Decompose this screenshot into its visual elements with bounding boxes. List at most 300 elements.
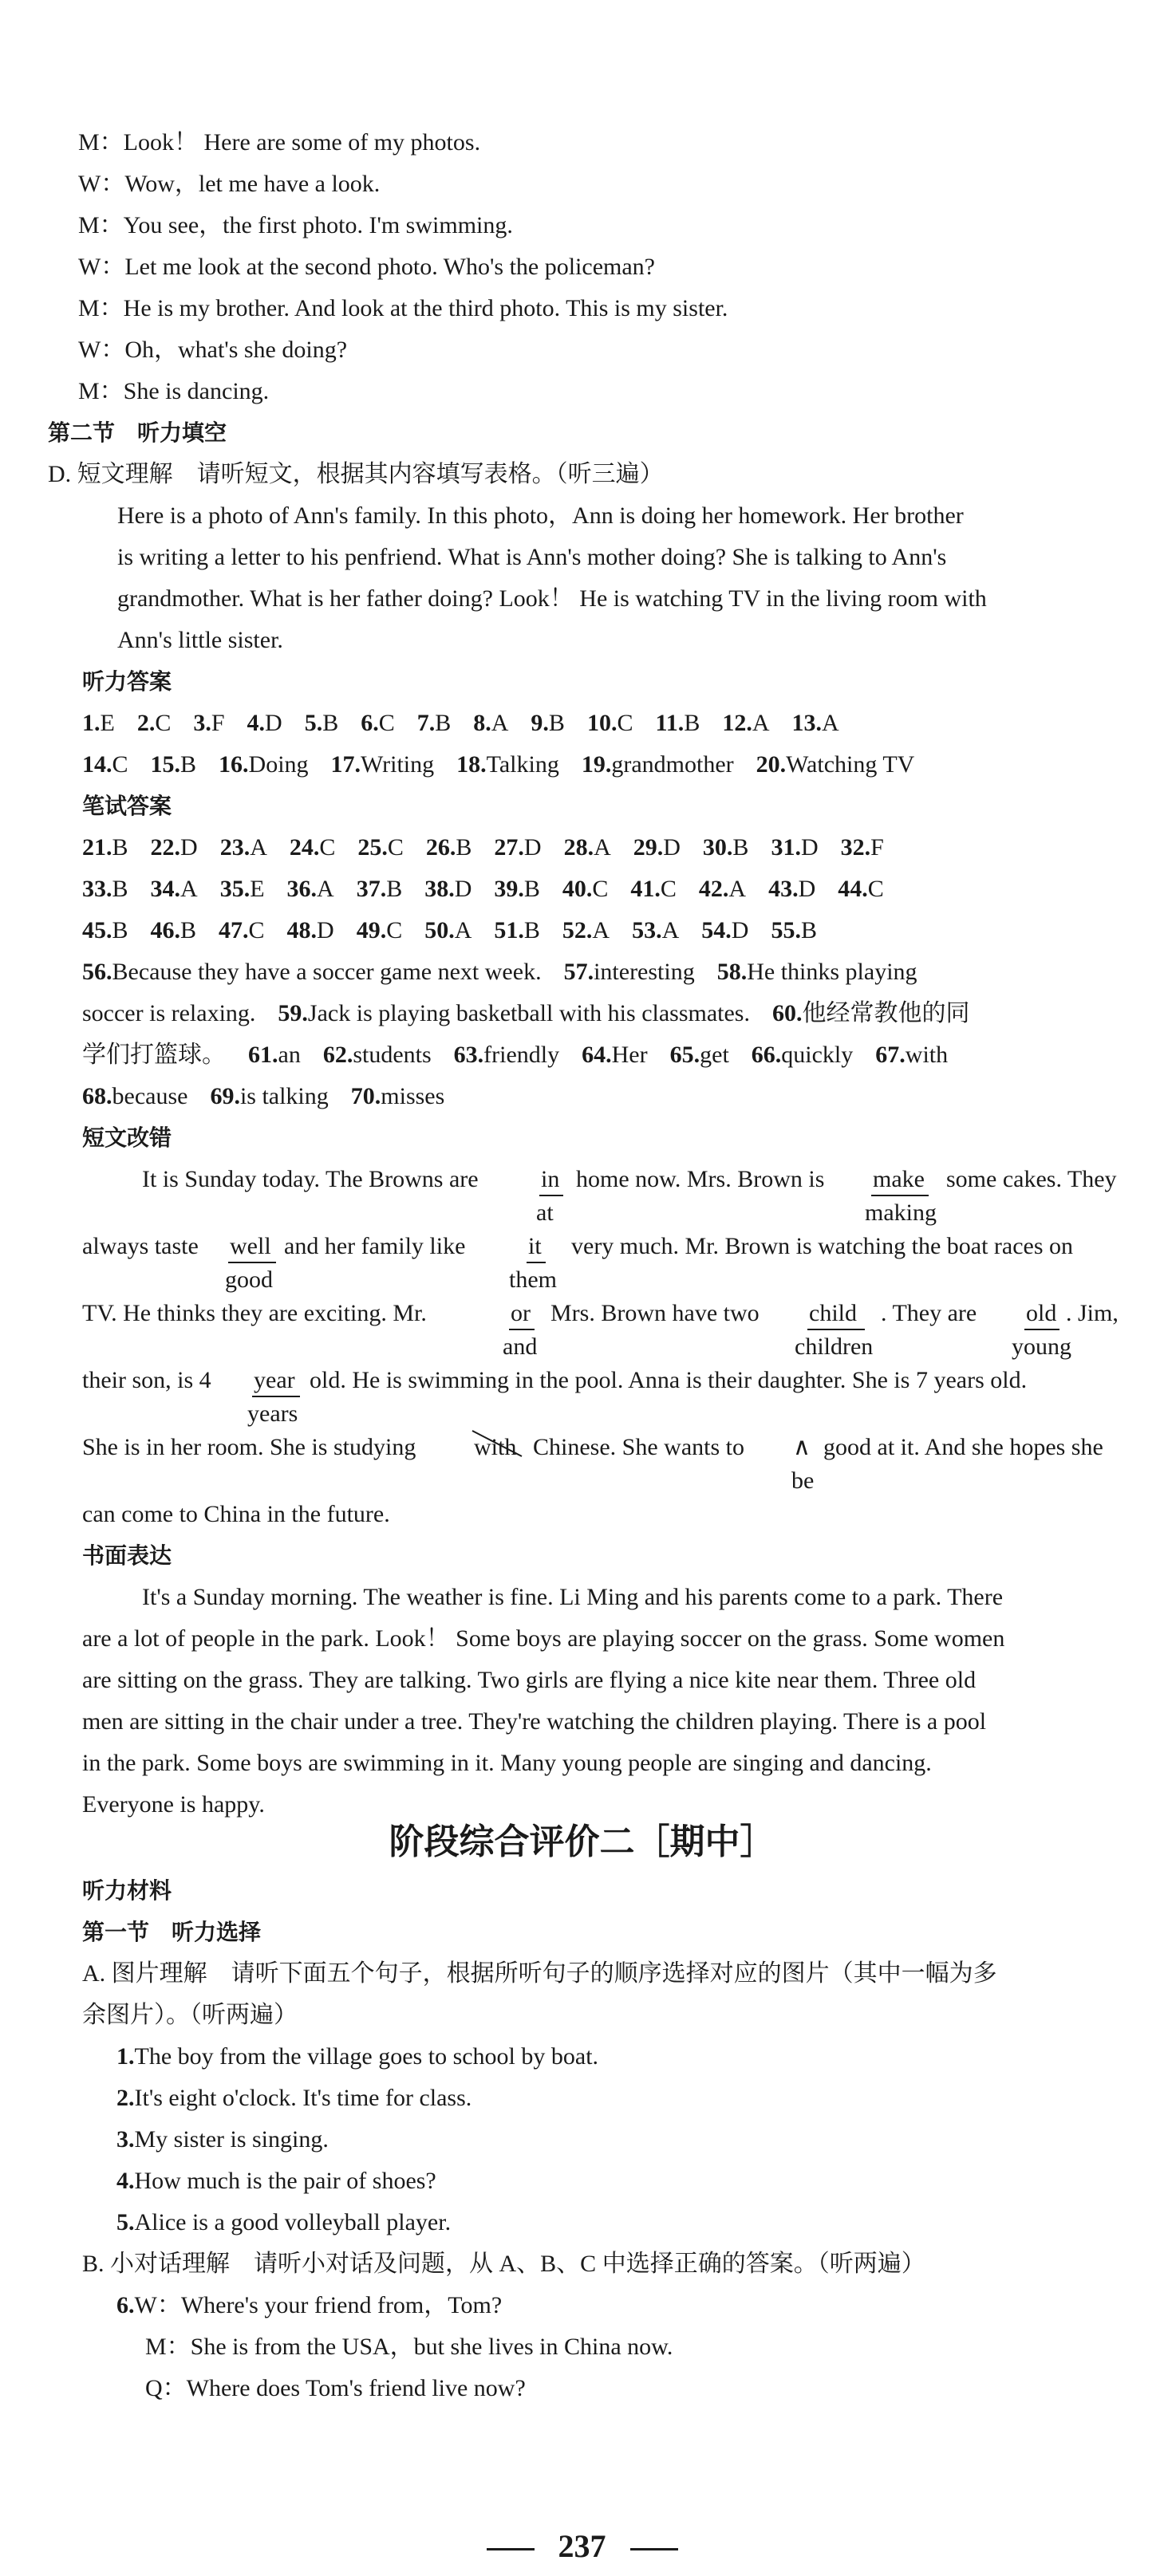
item-number: 47. bbox=[219, 917, 249, 943]
item-number: 19. bbox=[581, 751, 612, 778]
answer-row bbox=[82, 998, 969, 1029]
item-value: A bbox=[728, 876, 747, 902]
section-heading: 书面表达 bbox=[82, 1542, 172, 1569]
underline bbox=[807, 1300, 865, 1330]
correction-text: good at it. And she hopes she bbox=[823, 1434, 1103, 1460]
dialog-line: M：He is my brother. And look at the third photo. This is my sister. bbox=[78, 295, 728, 321]
answer-item bbox=[633, 834, 681, 861]
item-value: get bbox=[700, 1042, 729, 1068]
answer-item bbox=[752, 1042, 854, 1068]
underline bbox=[539, 1166, 563, 1196]
answer-item bbox=[361, 710, 395, 736]
instruction: 余图片）。（听两遍） bbox=[82, 2002, 298, 2028]
item-number: 65. bbox=[669, 1042, 700, 1068]
wrong-word: child bbox=[809, 1300, 857, 1326]
answer-item bbox=[116, 2085, 472, 2111]
answer-item bbox=[456, 751, 559, 778]
answer-item bbox=[278, 1000, 750, 1026]
item-value: D bbox=[663, 834, 681, 861]
item-value: B bbox=[322, 710, 339, 736]
item-value: A bbox=[250, 834, 267, 861]
item-number: 35. bbox=[219, 876, 251, 902]
answer-item bbox=[717, 959, 917, 985]
item-number: 17. bbox=[330, 751, 361, 778]
item-value: C bbox=[386, 917, 403, 943]
answer-item bbox=[82, 1083, 187, 1109]
answer-item bbox=[564, 959, 695, 985]
answer-item bbox=[116, 2168, 436, 2194]
writing-line: are a lot of people in the park. Look！ Some boys are playing soccer on the grass. Some women bbox=[82, 1625, 1005, 1652]
instruction: B. 小对话理解 请听小对话及问题，从 A、B、C 中选择正确的答案。（听两遍） bbox=[82, 2251, 925, 2277]
answer-item bbox=[323, 1042, 432, 1068]
section-heading: 听力答案 bbox=[82, 668, 172, 695]
dialog-line: M：She is dancing. bbox=[78, 378, 270, 404]
item-value: B bbox=[523, 876, 540, 902]
item-value: Because they have a soccer game next week. bbox=[112, 959, 542, 985]
answer-item bbox=[426, 834, 472, 861]
answer-item bbox=[768, 876, 815, 902]
item-number: 3. bbox=[193, 710, 211, 736]
answer-row bbox=[82, 833, 884, 863]
item-value: D bbox=[265, 710, 282, 736]
item-value: A bbox=[594, 834, 611, 861]
correction-text: TV. He thinks they are exciting. Mr. bbox=[82, 1300, 427, 1326]
item-number: 44. bbox=[838, 876, 868, 902]
section-heading: 笔试答案 bbox=[82, 793, 172, 819]
sentence bbox=[116, 2166, 436, 2196]
answer-item bbox=[838, 876, 884, 902]
answer-item bbox=[771, 917, 817, 943]
item-value: B bbox=[684, 710, 700, 736]
item-number: 43. bbox=[768, 876, 799, 902]
item-number: 53. bbox=[632, 917, 662, 943]
item-number: 62. bbox=[322, 1042, 353, 1068]
item-number: 27. bbox=[494, 834, 524, 861]
item-value: 学们打篮球。 bbox=[82, 1042, 226, 1068]
item-value: Her bbox=[611, 1042, 648, 1068]
item-value: My sister is singing. bbox=[134, 2126, 329, 2153]
item-value: A bbox=[592, 917, 610, 943]
item-number: 22. bbox=[150, 834, 181, 861]
answer-item bbox=[875, 1042, 948, 1068]
item-value: Q：Where does Tom's friend live now? bbox=[145, 2375, 526, 2401]
item-value: friendly bbox=[483, 1042, 560, 1068]
item-number: 49. bbox=[356, 917, 387, 943]
item-value: an bbox=[278, 1042, 301, 1068]
item-number: 6. bbox=[116, 2292, 135, 2318]
answer-row bbox=[82, 1081, 444, 1112]
item-number: 66. bbox=[751, 1042, 782, 1068]
answer-item bbox=[417, 710, 452, 736]
strike-mark bbox=[471, 1428, 527, 1459]
item-value: interesting bbox=[594, 959, 695, 985]
wrong-word: it bbox=[528, 1233, 542, 1259]
item-value: C bbox=[592, 876, 609, 902]
item-number: 25. bbox=[357, 834, 388, 861]
item-number: 54. bbox=[701, 917, 732, 943]
item-number: 32. bbox=[840, 834, 871, 861]
item-value: The boy from the village goes to school by boat. bbox=[134, 2043, 599, 2070]
answer-item bbox=[287, 917, 334, 943]
item-number: 9. bbox=[531, 710, 549, 736]
item-number: 36. bbox=[286, 876, 318, 902]
item-number: 39. bbox=[494, 876, 524, 902]
item-number: 23. bbox=[219, 834, 251, 861]
item-number: 6. bbox=[361, 710, 379, 736]
answer-item bbox=[290, 834, 336, 861]
item-value: C bbox=[387, 834, 404, 861]
item-value: B bbox=[112, 876, 128, 902]
answer-item bbox=[82, 959, 542, 985]
item-value: W：Where's your friend from，Tom? bbox=[134, 2292, 503, 2318]
dialog-line: W：Wow，let me have a look. bbox=[78, 171, 381, 197]
answer-item bbox=[703, 834, 749, 861]
correction-word: good bbox=[225, 1266, 273, 1293]
passage-line: is writing a letter to his penfriend. What is Ann's mother doing? She is talking to Ann's bbox=[117, 544, 947, 570]
answer-row bbox=[82, 874, 884, 904]
answer-item bbox=[357, 834, 404, 861]
item-number: 10. bbox=[586, 710, 618, 736]
item-number: 63. bbox=[453, 1042, 484, 1068]
item-number: 3. bbox=[116, 2126, 135, 2153]
item-number: 70. bbox=[350, 1083, 381, 1109]
answer-item bbox=[305, 710, 339, 736]
answer-item bbox=[247, 710, 282, 736]
dialog-line: W：Let me look at the second photo. Who's the policeman? bbox=[78, 254, 655, 280]
correction-word: years bbox=[247, 1400, 298, 1427]
wrong-word: year bbox=[254, 1367, 295, 1393]
answer-item bbox=[454, 1042, 559, 1068]
underline bbox=[1024, 1300, 1059, 1330]
answer-item bbox=[771, 834, 818, 861]
correction-word: them bbox=[509, 1266, 557, 1293]
item-number: 55. bbox=[771, 917, 801, 943]
answer-item bbox=[331, 751, 435, 778]
answer-item bbox=[722, 710, 769, 736]
item-number: 28. bbox=[563, 834, 594, 861]
item-value: He thinks playing bbox=[747, 959, 917, 985]
item-number: 1. bbox=[82, 710, 101, 736]
underline bbox=[509, 1300, 535, 1330]
item-number: 21. bbox=[82, 834, 112, 861]
item-number: 33. bbox=[82, 876, 112, 902]
item-value: misses bbox=[381, 1083, 445, 1109]
item-value: B bbox=[112, 834, 128, 861]
item-number: 40. bbox=[562, 876, 593, 902]
item-value: A bbox=[661, 917, 680, 943]
section-heading: 第二节 听力填空 bbox=[48, 419, 227, 446]
item-number: 67. bbox=[875, 1042, 906, 1068]
passage-line: grandmother. What is her father doing? Look！ He is watching TV in the living room with bbox=[117, 585, 987, 612]
answer-item bbox=[248, 1042, 301, 1068]
instruction: D. 短文理解 请听短文，根据其内容填写表格。（听三遍） bbox=[48, 461, 664, 487]
item-number: 56. bbox=[82, 959, 112, 985]
answer-item bbox=[587, 710, 633, 736]
correction-text: home now. Mrs. Brown is bbox=[576, 1166, 825, 1192]
item-value: B bbox=[180, 751, 197, 778]
correction-text: She is in her room. She is studying bbox=[82, 1434, 416, 1460]
underline bbox=[228, 1233, 276, 1263]
answer-item bbox=[82, 834, 128, 861]
item-number: 1. bbox=[116, 2043, 135, 2070]
item-number: 5. bbox=[304, 710, 323, 736]
insert-caret: ∧ bbox=[793, 1434, 811, 1460]
item-value: B bbox=[456, 834, 472, 861]
item-value: B bbox=[800, 917, 817, 943]
item-value: Writing bbox=[361, 751, 435, 778]
writing-line: Everyone is happy. bbox=[82, 1791, 265, 1818]
answer-item bbox=[357, 917, 403, 943]
correction-word: be bbox=[791, 1467, 815, 1494]
item-value: B bbox=[732, 834, 749, 861]
item-number: 5. bbox=[116, 2209, 135, 2235]
item-value: Alice is a good volleyball player. bbox=[134, 2209, 452, 2235]
writing-line: It's a Sunday morning. The weather is fine. Li Ming and his parents come to a park. There bbox=[142, 1584, 1004, 1610]
dash bbox=[630, 2548, 678, 2550]
answer-row bbox=[82, 957, 917, 987]
section-heading: 听力材料 bbox=[82, 1877, 172, 1904]
answer-row bbox=[82, 750, 914, 780]
correction-text: . They are bbox=[881, 1300, 977, 1326]
passage-line: Here is a photo of Ann's family. In this photo，Ann is doing her homework. Her brother bbox=[117, 502, 964, 529]
answer-item bbox=[351, 1083, 445, 1109]
item-value: soccer is relaxing. bbox=[82, 1000, 256, 1026]
item-value: C bbox=[378, 710, 395, 736]
item-value: C bbox=[248, 917, 265, 943]
item-number: 46. bbox=[150, 917, 181, 943]
item-value: grandmother bbox=[611, 751, 734, 778]
page-number bbox=[0, 2527, 1164, 2566]
item-value: C bbox=[112, 751, 128, 778]
item-value: D bbox=[731, 917, 749, 943]
correction-text: . Jim, bbox=[1066, 1300, 1119, 1326]
correction-text: can come to China in the future. bbox=[82, 1501, 390, 1527]
item-value: D bbox=[180, 834, 198, 861]
item-value: A bbox=[752, 710, 770, 736]
answer-item bbox=[792, 710, 839, 736]
answer-item bbox=[424, 917, 472, 943]
item-value: F bbox=[211, 710, 225, 736]
page-number-text: 237 bbox=[558, 2528, 606, 2564]
item-number: 69. bbox=[210, 1083, 240, 1109]
item-value: Doing bbox=[248, 751, 309, 778]
item-number: 52. bbox=[562, 917, 593, 943]
item-number: 59. bbox=[278, 1000, 308, 1026]
item-value: Talking bbox=[486, 751, 559, 778]
answer-item bbox=[756, 751, 915, 778]
item-value: D bbox=[317, 917, 334, 943]
answer-row bbox=[82, 708, 839, 739]
item-value: because bbox=[112, 1083, 188, 1109]
answer-item bbox=[772, 1000, 970, 1026]
item-value: C bbox=[319, 834, 336, 861]
item-value: is talking bbox=[239, 1083, 329, 1109]
item-value: B bbox=[435, 710, 452, 736]
writing-line: men are sitting in the chair under a tree. They're watching the children playing. There is a pool bbox=[82, 1708, 987, 1735]
item-value: C bbox=[867, 876, 884, 902]
item-number: 45. bbox=[82, 917, 112, 943]
item-number: 41. bbox=[630, 876, 661, 902]
item-value: F bbox=[870, 834, 884, 861]
answer-item bbox=[82, 1042, 226, 1068]
answer-item bbox=[151, 751, 197, 778]
item-number: 60. bbox=[771, 1000, 803, 1026]
answer-item bbox=[494, 876, 540, 902]
answer-item bbox=[82, 1000, 255, 1026]
item-number: 15. bbox=[150, 751, 181, 778]
correction-text: their son, is 4 bbox=[82, 1367, 211, 1393]
item-number: 64. bbox=[582, 1042, 612, 1068]
item-number: 68. bbox=[82, 1083, 112, 1109]
item-value: 他经常教他的同 bbox=[802, 1000, 970, 1026]
answer-item bbox=[145, 2375, 526, 2401]
answer-item bbox=[424, 876, 472, 902]
item-value: C bbox=[617, 710, 633, 736]
item-number: 34. bbox=[150, 876, 181, 902]
correction-text: Chinese. She wants to bbox=[533, 1434, 744, 1460]
correction-text: Mrs. Brown have two bbox=[550, 1300, 760, 1326]
correction-word: at bbox=[536, 1199, 554, 1226]
answer-item bbox=[219, 751, 309, 778]
answer-item bbox=[151, 834, 198, 861]
correction-word: making bbox=[865, 1199, 937, 1226]
item-value: B bbox=[180, 917, 197, 943]
item-value: D bbox=[800, 834, 819, 861]
writing-line: are sitting on the grass. They are talking. Two girls are flying a nice kite near them. Three old bbox=[82, 1667, 977, 1693]
item-value: E bbox=[100, 710, 115, 736]
answer-item bbox=[562, 917, 610, 943]
item-value: M：She is from the USA，but she lives in China now. bbox=[145, 2334, 673, 2360]
answer-row bbox=[82, 1040, 948, 1070]
item-value: with bbox=[905, 1042, 949, 1068]
dialog-line: W：Oh，what's she doing? bbox=[78, 337, 348, 363]
correction-text: some cakes. They bbox=[946, 1166, 1117, 1192]
instruction: A. 图片理解 请听下面五个句子，根据所听句子的顺序选择对应的图片（其中一幅为多 bbox=[82, 1960, 997, 1987]
item-value: D bbox=[798, 876, 816, 902]
underline bbox=[527, 1233, 546, 1263]
answer-item bbox=[655, 710, 700, 736]
item-number: 8. bbox=[473, 710, 491, 736]
answer-item bbox=[473, 710, 508, 736]
sentence bbox=[116, 2208, 451, 2238]
item-value: B bbox=[386, 876, 403, 902]
correction-text: It is Sunday today. The Browns are bbox=[142, 1166, 479, 1192]
dash bbox=[487, 2548, 535, 2550]
item-number: 4. bbox=[247, 710, 266, 736]
answer-item bbox=[630, 876, 677, 902]
writing-line: in the park. Some boys are swimming in it. Many young people are singing and dancing. bbox=[82, 1750, 932, 1776]
item-number: 61. bbox=[248, 1042, 278, 1068]
section-heading: 第一节 听力选择 bbox=[82, 1919, 262, 1945]
sentence bbox=[116, 2125, 329, 2155]
dialog-line bbox=[145, 2373, 526, 2404]
answer-item bbox=[632, 917, 679, 943]
answer-item bbox=[564, 834, 611, 861]
item-number: 51. bbox=[494, 917, 524, 943]
item-value: C bbox=[155, 710, 172, 736]
answer-item bbox=[494, 834, 541, 861]
dialog-line bbox=[116, 2290, 502, 2321]
wrong-word: make bbox=[873, 1166, 925, 1192]
dialog-line: M：Look！ Here are some of my photos. bbox=[78, 129, 481, 156]
answer-item bbox=[841, 834, 884, 861]
item-value: B bbox=[548, 710, 565, 736]
section-title: 阶段综合评价二［期中］ bbox=[389, 1822, 775, 1862]
item-number: 42. bbox=[698, 876, 729, 902]
answer-item bbox=[82, 876, 128, 902]
item-number: 37. bbox=[356, 876, 387, 902]
wrong-word: well bbox=[230, 1233, 271, 1259]
dialog-line: M：You see，the first photo. I'm swimming. bbox=[78, 212, 513, 238]
item-value: D bbox=[454, 876, 472, 902]
item-value: A bbox=[317, 876, 334, 902]
correction-text: very much. Mr. Brown is watching the boat races on bbox=[571, 1233, 1074, 1259]
item-number: 38. bbox=[424, 876, 455, 902]
item-value: E bbox=[250, 876, 265, 902]
correction-text: and her family like bbox=[284, 1233, 466, 1259]
answer-item bbox=[220, 876, 265, 902]
item-number: 7. bbox=[416, 710, 436, 736]
answer-item bbox=[582, 1042, 647, 1068]
wrong-word: with bbox=[474, 1434, 517, 1460]
item-number: 13. bbox=[791, 710, 822, 736]
answer-item bbox=[116, 2292, 502, 2318]
dialog-line bbox=[145, 2332, 673, 2362]
item-number: 11. bbox=[655, 710, 685, 736]
passage-line: Ann's little sister. bbox=[117, 627, 283, 653]
item-number: 24. bbox=[289, 834, 320, 861]
answer-item bbox=[210, 1083, 328, 1109]
correction-word: children bbox=[795, 1333, 874, 1360]
wrong-word: old bbox=[1026, 1300, 1057, 1326]
item-number: 12. bbox=[722, 710, 752, 736]
correction-text: old. He is swimming in the pool. Anna is their daughter. She is 7 years old. bbox=[310, 1367, 1028, 1393]
answer-row bbox=[82, 916, 817, 946]
item-number: 16. bbox=[219, 751, 249, 778]
item-value: C bbox=[660, 876, 677, 902]
answer-item bbox=[357, 876, 403, 902]
answer-item bbox=[116, 2043, 598, 2070]
item-number: 18. bbox=[456, 751, 487, 778]
item-value: quickly bbox=[781, 1042, 854, 1068]
item-number: 20. bbox=[756, 751, 787, 778]
item-value: Watching TV bbox=[786, 751, 915, 778]
answer-item bbox=[145, 2334, 673, 2360]
item-value: B bbox=[523, 917, 540, 943]
sentence bbox=[116, 2083, 472, 2113]
correction-word: young bbox=[1012, 1333, 1071, 1360]
answer-item bbox=[82, 751, 128, 778]
answer-item bbox=[151, 876, 198, 902]
answer-item bbox=[151, 917, 197, 943]
answer-item bbox=[494, 917, 540, 943]
item-number: 50. bbox=[424, 917, 455, 943]
item-value: B bbox=[112, 917, 128, 943]
answer-item bbox=[670, 1042, 729, 1068]
answer-item bbox=[137, 710, 172, 736]
item-value: It's eight o'clock. It's time for class. bbox=[134, 2085, 472, 2111]
answer-item bbox=[193, 710, 224, 736]
item-number: 48. bbox=[286, 917, 318, 943]
answer-item bbox=[699, 876, 746, 902]
answer-item bbox=[582, 751, 734, 778]
item-number: 30. bbox=[702, 834, 733, 861]
item-number: 14. bbox=[82, 751, 112, 778]
item-number: 2. bbox=[116, 2085, 135, 2111]
item-number: 29. bbox=[633, 834, 664, 861]
item-number: 57. bbox=[563, 959, 594, 985]
underline bbox=[871, 1166, 929, 1196]
